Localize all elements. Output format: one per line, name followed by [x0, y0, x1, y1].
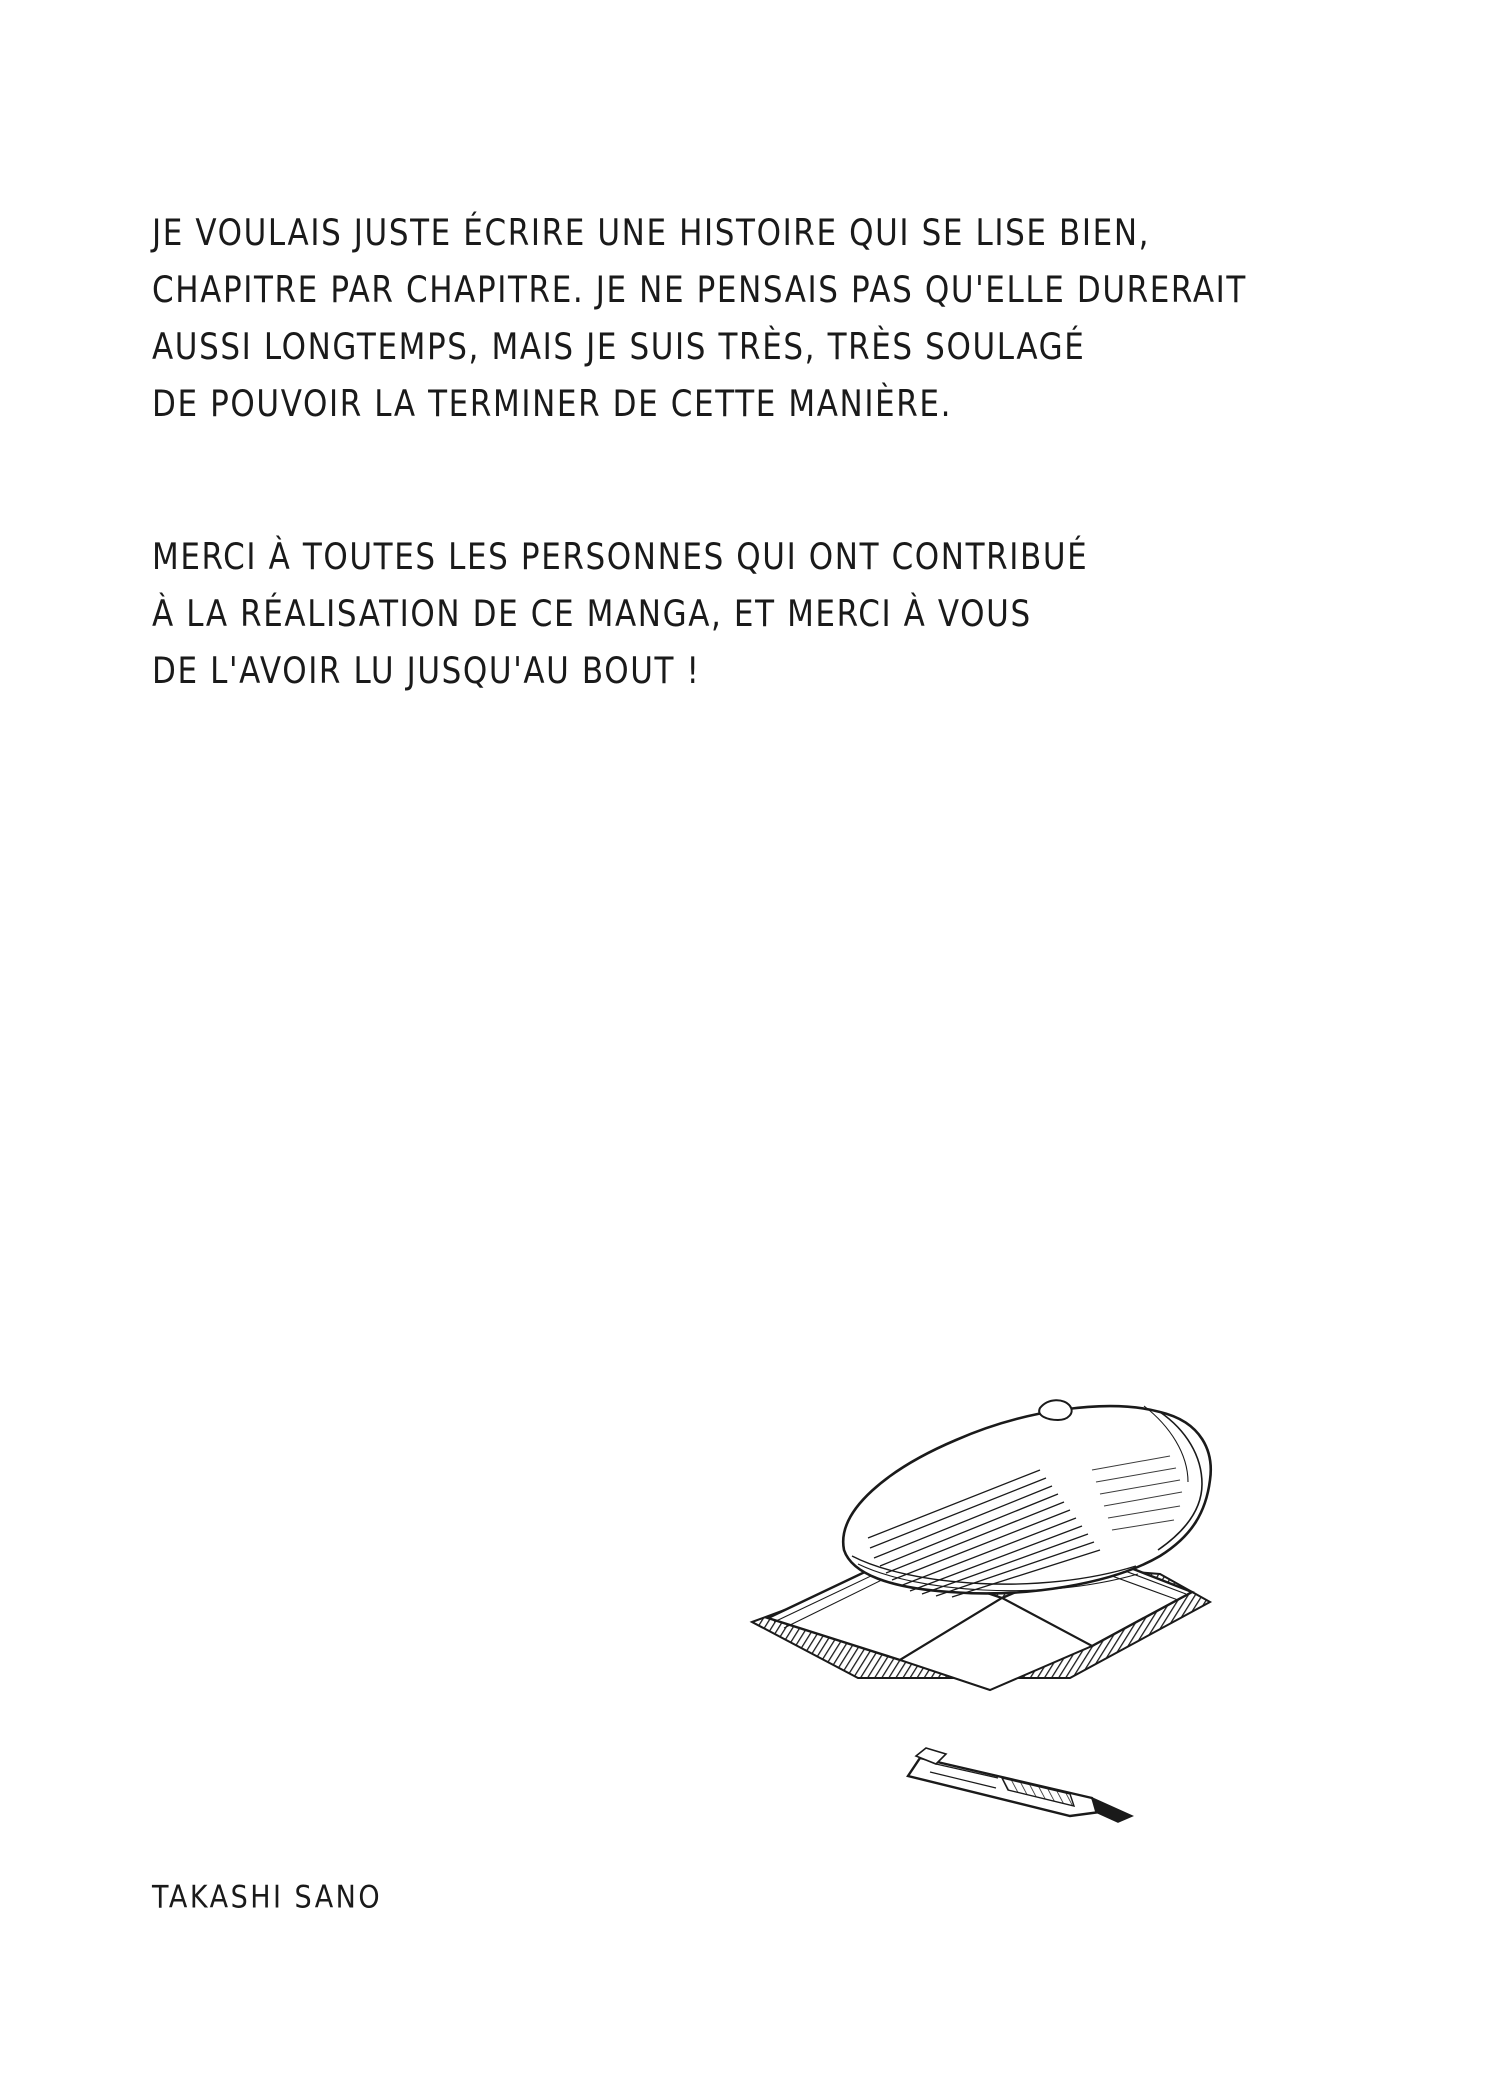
afterword-line: À LA RÉALISATION DE CE MANGA, ET MERCI À VOUS — [152, 592, 1032, 636]
afterword-line: MERCI À TOUTES LES PERSONNES QUI ONT CONTRIBUÉ — [152, 535, 1089, 579]
afterword-text-block — [152, 200, 1252, 695]
afterword-line: JE VOULAIS JUSTE ÉCRIRE UNE HISTOIRE QUI SE LISE BIEN, — [152, 211, 1151, 255]
author-signature: TAKASHI SANO — [152, 1880, 383, 1916]
afterword-line: AUSSI LONGTEMPS, MAIS JE SUIS TRÈS, TRÈS SOULAGÉ — [152, 325, 1086, 369]
afterword-line: DE L'AVOIR LU JUSQU'AU BOUT ! — [152, 649, 701, 693]
afterword-line: CHAPITRE PAR CHAPITRE. JE NE PENSAIS PAS QU'ELLE DURERAIT — [152, 268, 1247, 312]
paper-stack — [843, 1400, 1211, 1597]
afterword-paragraph-1 — [152, 200, 1252, 428]
mechanical-pencil — [908, 1748, 1132, 1822]
afterword-line: DE POUVOIR LA TERMINER DE CETTE MANIÈRE. — [152, 382, 953, 426]
afterword-paragraph-2 — [152, 524, 1252, 695]
manuscript-illustration — [740, 1360, 1360, 1870]
